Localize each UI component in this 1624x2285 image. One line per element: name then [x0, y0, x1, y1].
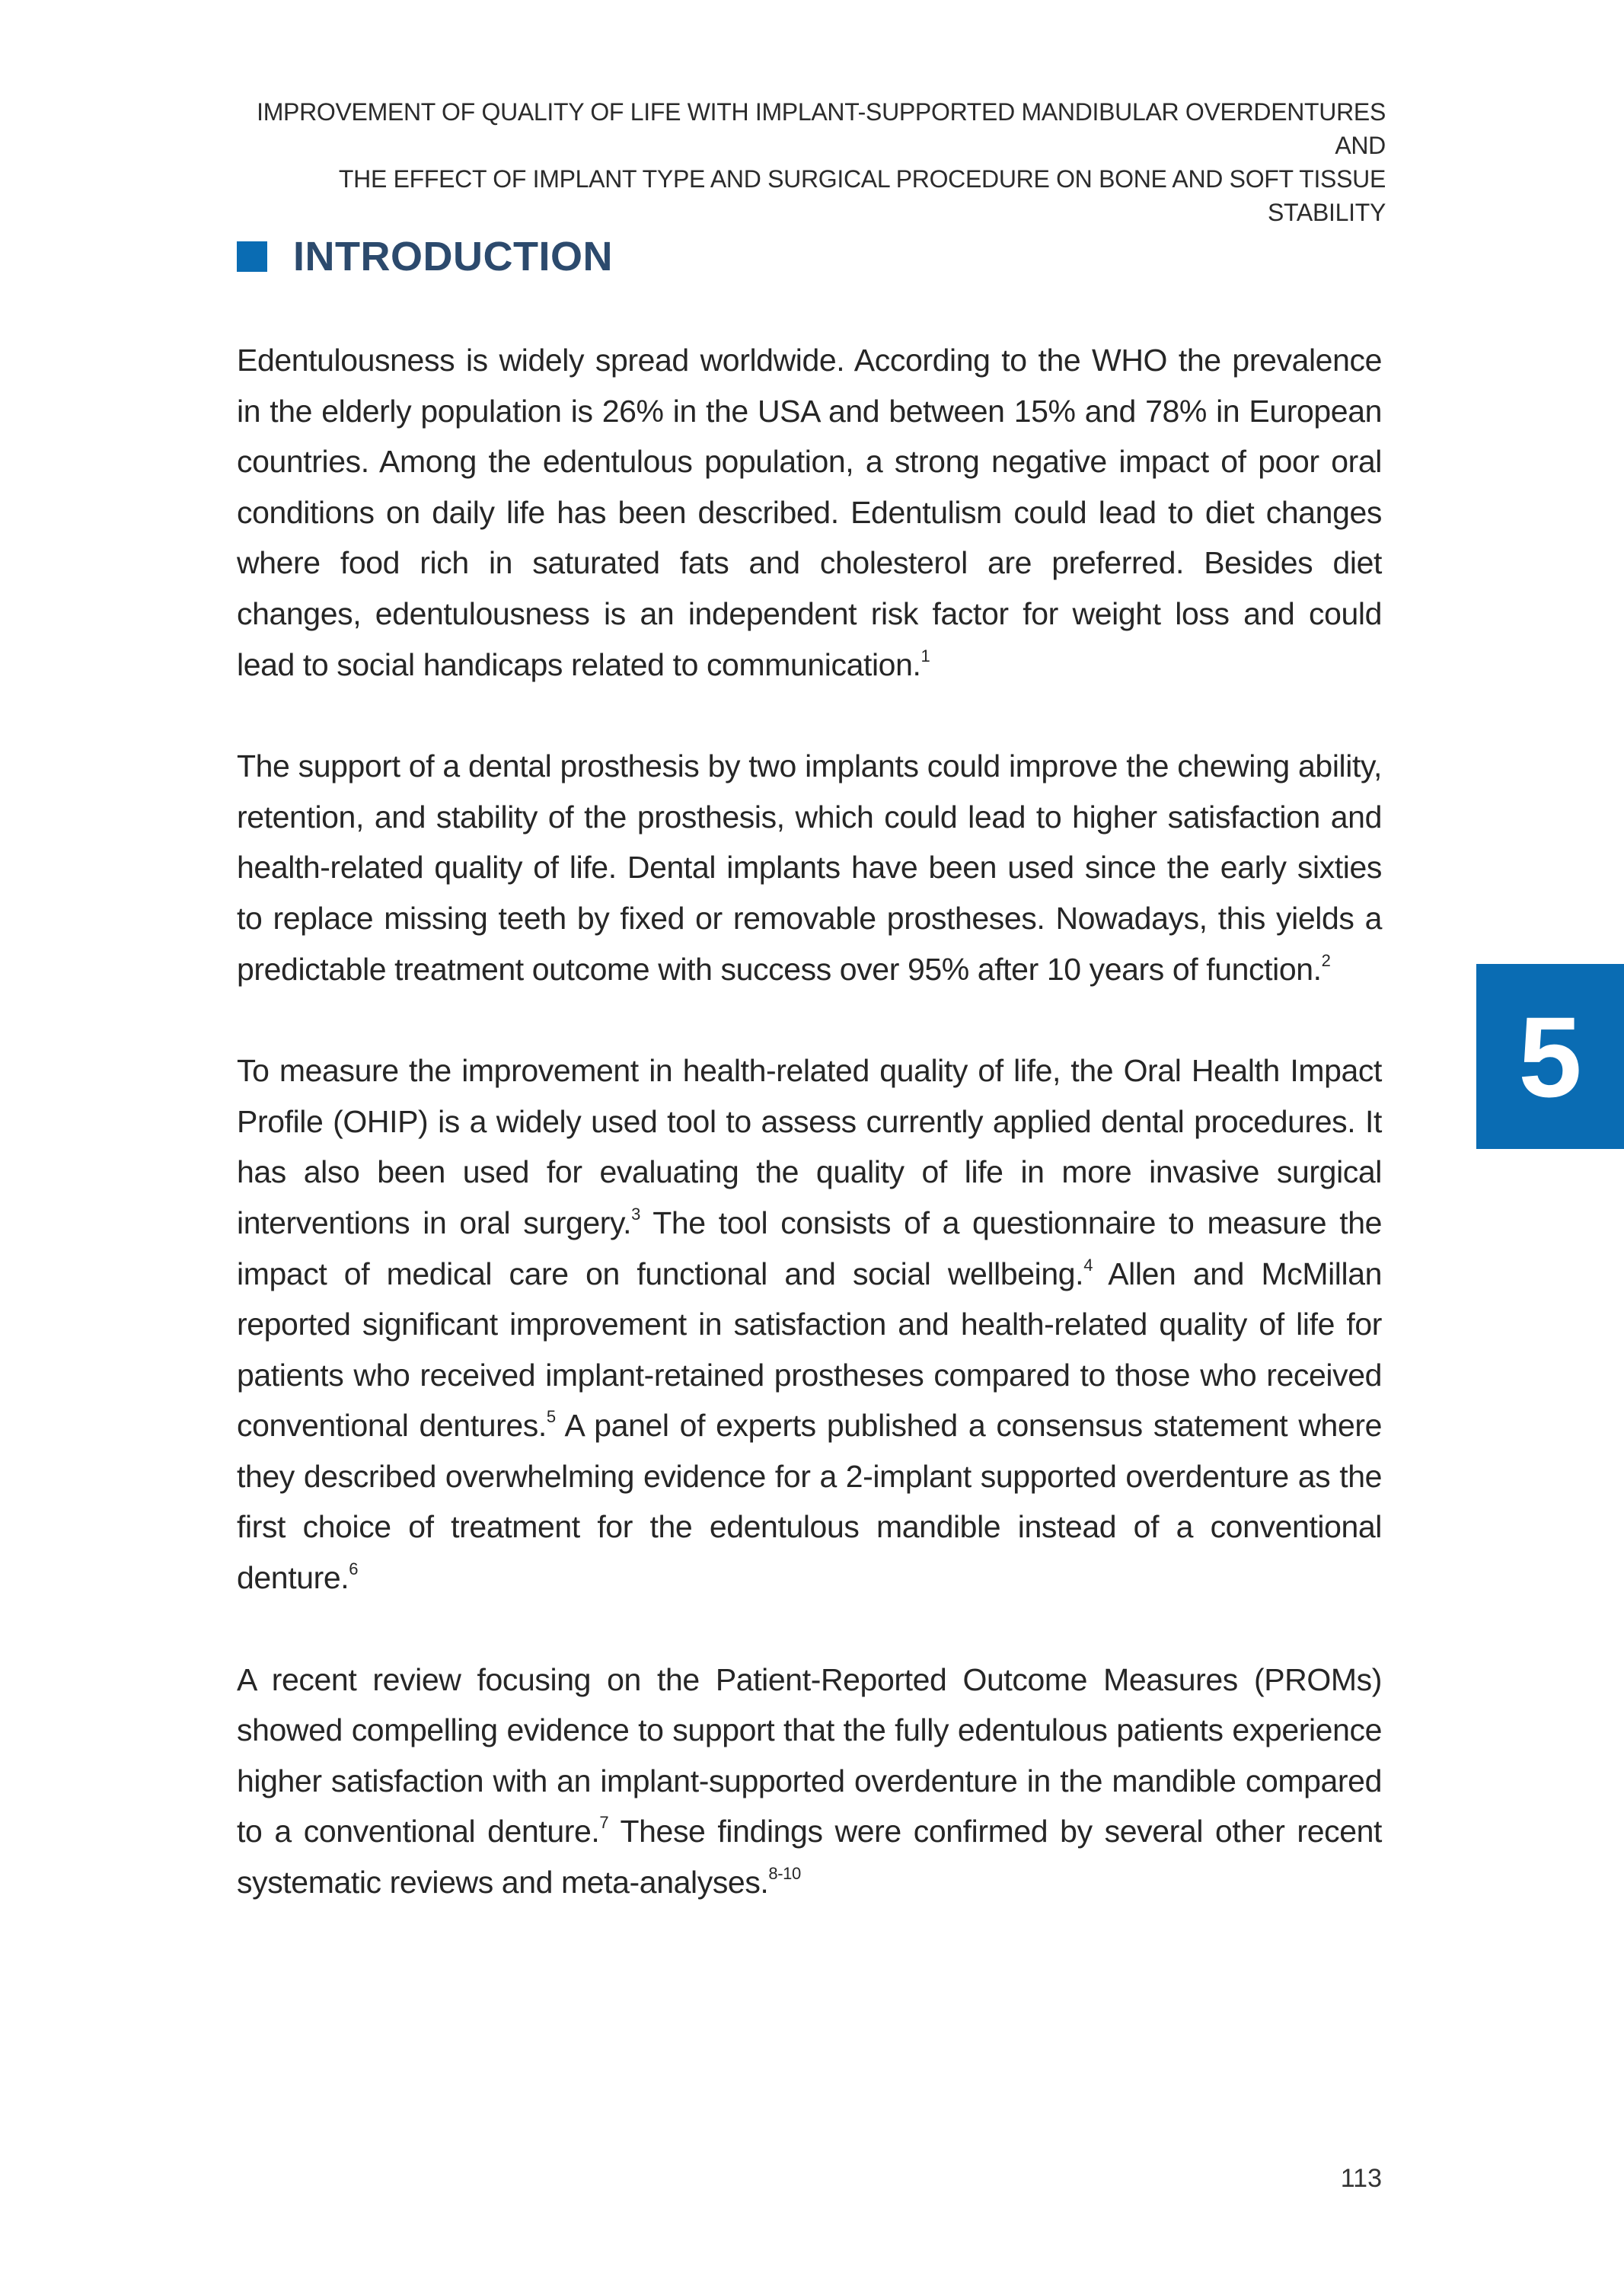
paragraph-text: Edentulousness is widely spread worldwide. According to the WHO the prevalence in the elderly population is 26% in the USA and between 15% and 78% in European countries. Among the edentulous population, a strong negative impact of poor oral conditions on daily life has been described. Edentulism could lead to diet changes where food rich in saturated fats and cholesterol are preferred. Besides diet changes, edentulousness is an independent risk factor for weight loss and could lead to social handicaps related to communication.: [237, 343, 1382, 682]
paragraph-text: These findings were confirmed by several other recent systematic reviews and meta-analyses.: [237, 1814, 1382, 1900]
reference-superscript: 8-10: [768, 1864, 801, 1884]
reference-superscript: 2: [1321, 950, 1331, 970]
chapter-tab: [1476, 964, 1624, 1149]
running-header-line-2: THE EFFECT OF IMPLANT TYPE AND SURGICAL PROCEDURE ON BONE AND SOFT TISSUE STABILITY: [338, 165, 1386, 226]
paragraph-text: The tool consists of a questionnaire to measure the impact of medical care on functional and social wellbeing.: [237, 1205, 1382, 1291]
paragraph-4: [237, 1655, 1382, 1908]
paragraph-1: [237, 335, 1382, 690]
reference-superscript: 3: [631, 1204, 640, 1224]
reference-superscript: 6: [349, 1559, 359, 1579]
reference-superscript: 4: [1083, 1255, 1093, 1275]
paragraph-text: A recent review focusing on the Patient-Reported Outcome Measures (PROMs) showed compelling evidence to support that the fully edentulous patients experience higher satisfaction with an implant-supported overdenture in the mandible compared to a conventional denture.: [237, 1661, 1382, 1849]
paragraph-3: [237, 1045, 1382, 1604]
section-heading: [237, 233, 613, 280]
running-header: [228, 95, 1386, 229]
chapter-number: 5: [1518, 992, 1582, 1121]
reference-superscript: 1: [920, 646, 930, 665]
paragraph-2: [237, 741, 1382, 994]
page-number: 113: [1340, 2164, 1382, 2193]
paragraph-text: Allen and McMillan reported significant improvement in satisfaction and health-related quality of life for patients who received implant-retained prostheses compared to those who received conventional dentures.: [237, 1256, 1382, 1444]
section-title: INTRODUCTION: [293, 234, 613, 279]
paragraph-text: A panel of experts published a consensus statement where they described overwhelming evidence for a 2-implant supported overdenture as the first choice of treatment for the edentulous mandible instead of a conventional denture.: [237, 1408, 1383, 1596]
section-square-marker: [237, 241, 267, 272]
reference-superscript: 7: [599, 1813, 609, 1833]
paragraph-text: To measure the improvement in health-related quality of life, the Oral Health Impact Profile (OHIP) is a widely used tool to assess currently applied dental procedures. It has also been used for evaluating the quality of life in more invasive surgical interventions in oral surgery.: [237, 1053, 1382, 1240]
paragraph-text: The support of a dental prosthesis by two implants could improve the chewing ability, retention, and stability of the prosthesis, which could lead to higher satisfaction and health-related quality of life. Dental implants have been used since the early sixties to replace missing teeth by fixed or removable prostheses. Nowadays, this yields a predictable treatment outcome with success over 95% after 10 years of function.: [237, 748, 1382, 987]
running-header-line-1: IMPROVEMENT OF QUALITY OF LIFE WITH IMPLANT-SUPPORTED MANDIBULAR OVERDENTURES AND: [257, 98, 1386, 159]
body-text: [237, 335, 1382, 1959]
reference-superscript: 5: [546, 1407, 556, 1427]
